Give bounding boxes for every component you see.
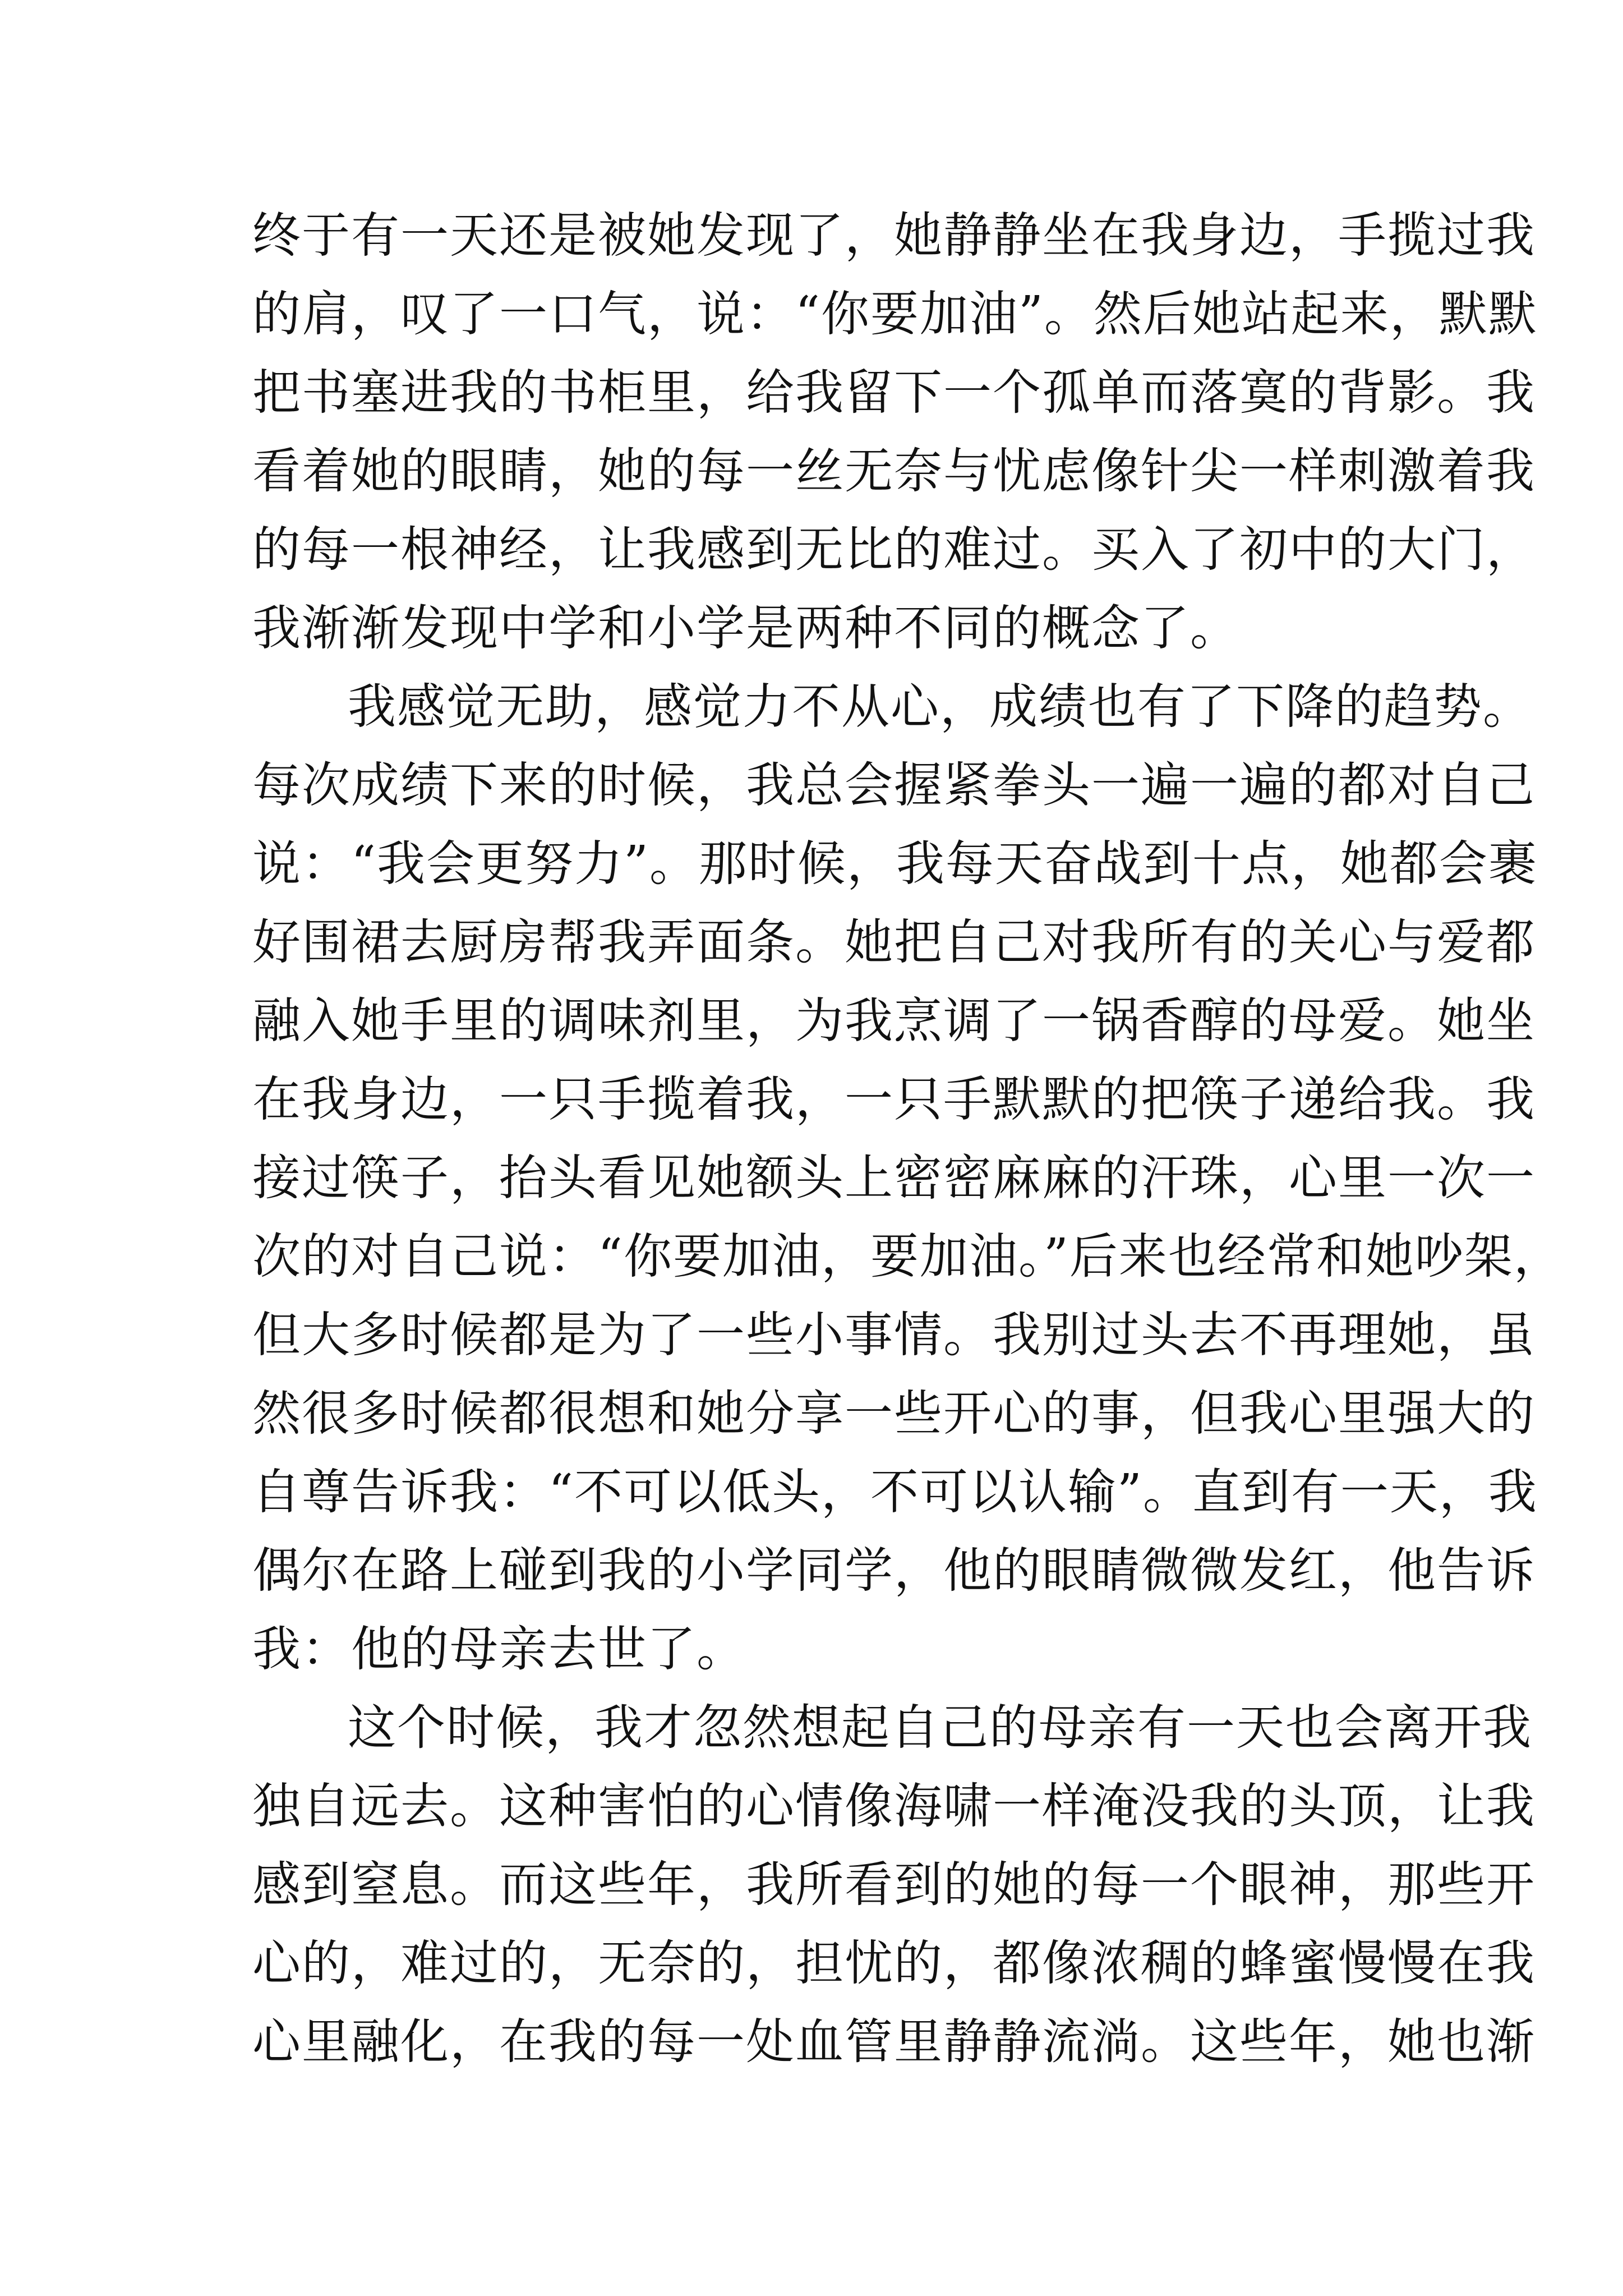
- text-line: 心里融化，在我的每一处血管里静静流淌。这些年，她也渐: [252, 2014, 1536, 2070]
- text-line: 好围裙去厨房帮我弄面条。她把自己对我所有的关心与爱都: [252, 914, 1536, 970]
- text-line: 感到窒息。而这些年，我所看到的她的每一个眼神，那些开: [252, 1857, 1536, 1913]
- text-line: 的肩，叹了一口气，说：“你要加油”。然后她站起来，默默: [252, 286, 1538, 342]
- text-line: 自尊告诉我：“不可以低头，不可以认输”。直到有一天，我: [252, 1464, 1538, 1520]
- paragraph-first-line: 我感觉无助，感觉力不从心，成绩也有了下降的趋势。: [348, 679, 1532, 735]
- text-line: 我渐渐发现中学和小学是两种不同的概念了。: [252, 600, 1239, 656]
- text-line: 的每一根神经，让我感到无比的难过。买入了初中的大门，: [252, 522, 1536, 578]
- text-line: 次的对自己说：“你要加油，要加油。”后来也经常和她吵架，: [252, 1228, 1563, 1285]
- text-line: 每次成绩下来的时候，我总会握紧拳头一遍一遍的都对自己: [252, 757, 1536, 813]
- text-line: 终于有一天还是被她发现了，她静静坐在我身边，手揽过我: [252, 208, 1536, 264]
- text-line: 把书塞进我的书柜里，给我留下一个孤单而落寞的背影。我: [252, 365, 1536, 421]
- text-line: 融入她手里的调味剂里，为我烹调了一锅香醇的母爱。她坐: [252, 993, 1536, 1049]
- text-line: 但大多时候都是为了一些小事情。我别过头去不再理她，虽: [252, 1307, 1536, 1363]
- text-line: 偶尔在路上碰到我的小学同学，他的眼睛微微发红，他告诉: [252, 1543, 1536, 1599]
- text-line: 我：他的母亲去世了。: [252, 1621, 746, 1677]
- text-line: 然很多时候都很想和她分享一些开心的事，但我心里强大的: [252, 1386, 1536, 1442]
- text-line: 说：“我会更努力”。那时候，我每天奋战到十点，她都会裹: [252, 836, 1538, 892]
- text-line: 看着她的眼睛，她的每一丝无奈与忧虑像针尖一样刺激着我: [252, 443, 1536, 499]
- text-line: 接过筷子，抬头看见她额头上密密麻麻的汗珠，心里一次一: [252, 1150, 1536, 1206]
- text-line: 在我身边，一只手揽着我，一只手默默的把筷子递给我。我: [252, 1071, 1536, 1128]
- text-line: 独自远去。这种害怕的心情像海啸一样淹没我的头顶，让我: [252, 1778, 1536, 1834]
- paragraph-first-line: 这个时候，我才忽然想起自己的母亲有一天也会离开我: [348, 1700, 1532, 1756]
- text-line: 心的，难过的，无奈的，担忧的，都像浓稠的蜂蜜慢慢在我: [252, 1935, 1536, 1991]
